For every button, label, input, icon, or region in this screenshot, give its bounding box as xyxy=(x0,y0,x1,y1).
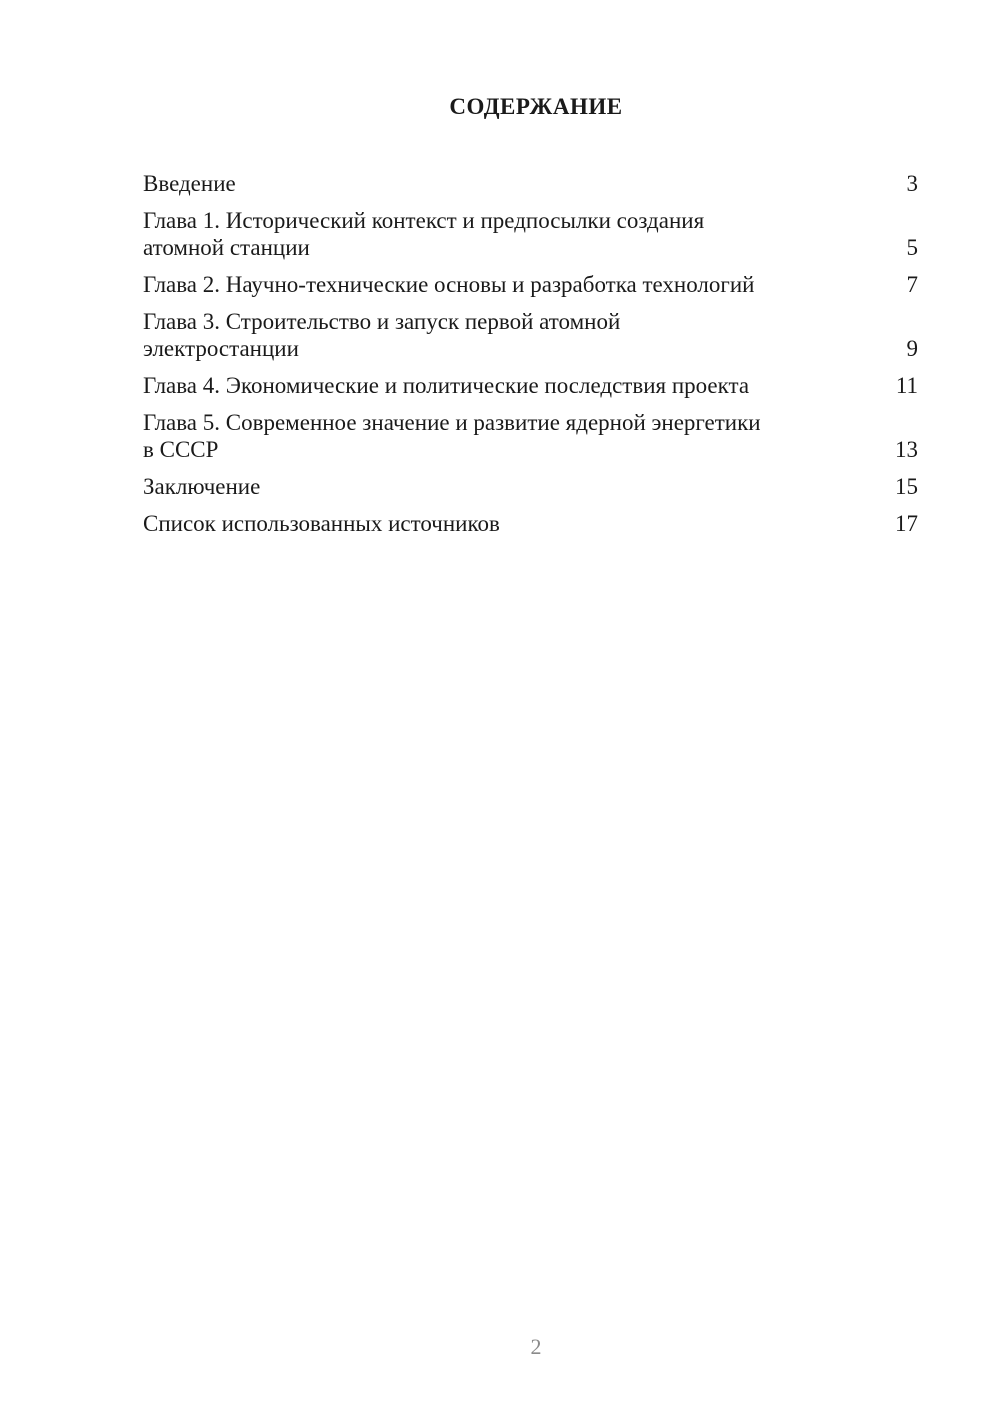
toc-entry-page: 13 xyxy=(895,437,918,462)
toc-entry-title: Список использованных источников xyxy=(143,511,500,536)
toc-entry-page: 3 xyxy=(906,171,918,196)
toc-entry-title: Введение xyxy=(143,171,236,196)
page-number: 2 xyxy=(530,1334,542,1359)
toc-entry-page: 15 xyxy=(895,474,918,499)
toc-entry-chapter-1[interactable] xyxy=(143,207,918,261)
toc-entry-chapter-5[interactable] xyxy=(143,409,918,463)
toc-entry-references[interactable] xyxy=(143,510,918,537)
page-title: СОДЕРЖАНИЕ xyxy=(449,94,623,119)
toc-entry-page: 5 xyxy=(906,235,918,260)
toc-entry-title: Глава 3. Строительство и запуск первой атомной электростанции xyxy=(143,309,621,361)
toc-entry-title: Глава 1. Исторический контекст и предпосылки создания атомной станции xyxy=(143,208,705,260)
toc-entry-page: 17 xyxy=(895,511,918,536)
toc-entry-chapter-3[interactable] xyxy=(143,308,918,362)
toc-entry-title: Заключение xyxy=(143,474,261,499)
toc-entry-title: Глава 4. Экономические и политические последствия проекта xyxy=(143,373,750,398)
toc-entry-chapter-4[interactable] xyxy=(143,372,918,399)
table-of-contents xyxy=(143,170,918,547)
toc-entry-page: 7 xyxy=(906,272,918,297)
toc-entry-introduction[interactable] xyxy=(143,170,918,197)
toc-entry-page: 9 xyxy=(906,336,918,361)
toc-entry-chapter-2[interactable] xyxy=(143,271,918,298)
toc-entry-title: Глава 5. Современное значение и развитие ядерной энергетики в СССР xyxy=(143,410,761,462)
toc-entry-page: 11 xyxy=(895,373,918,398)
toc-entry-title: Глава 2. Научно-технические основы и разработка технологий xyxy=(143,272,755,297)
toc-entry-conclusion[interactable] xyxy=(143,473,918,500)
